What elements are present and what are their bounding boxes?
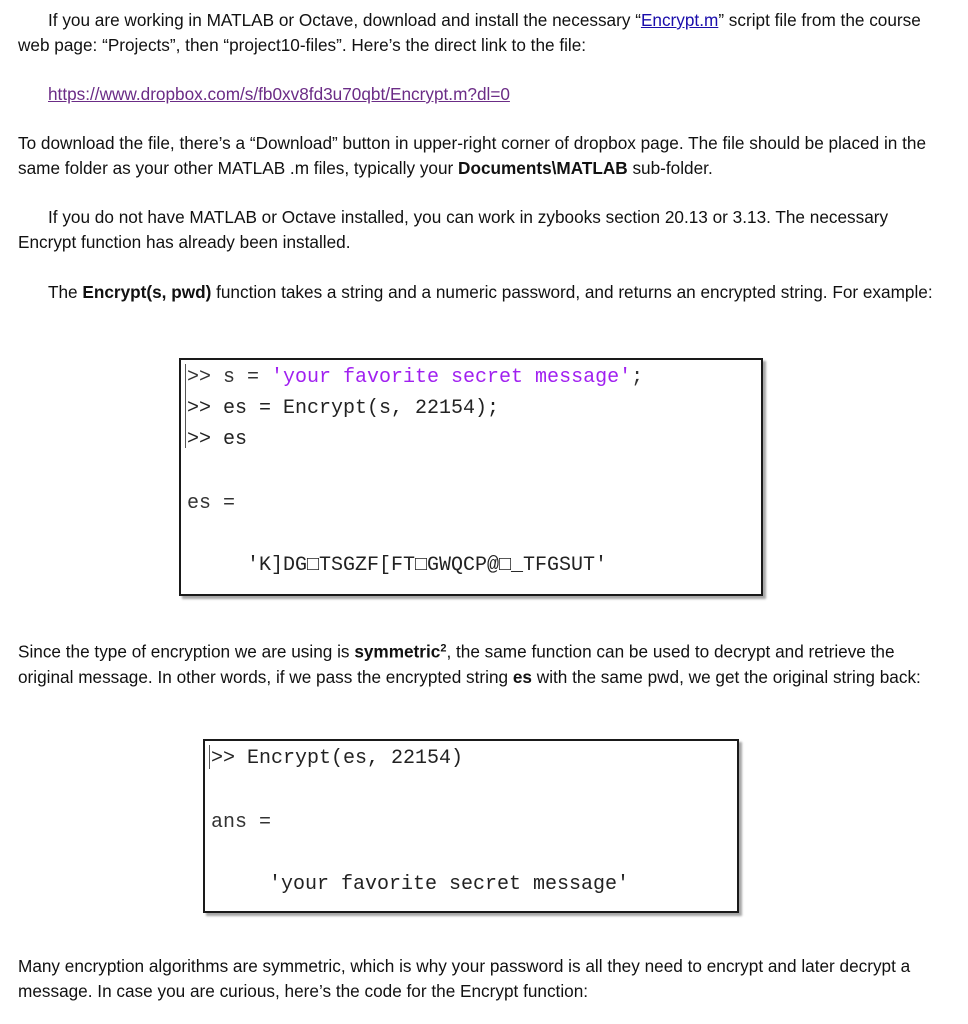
code-line-decrypt-call: >> Encrypt(es, 22154)	[211, 747, 464, 770]
symmetric-word: symmetric	[354, 641, 441, 662]
code-encrypted-output: 'K]DG□TSGZF[FT□GWQCP@□_TFGSUT'	[247, 554, 608, 577]
encrypt-m-link[interactable]: Encrypt.m	[640, 10, 719, 30]
footnote-marker: 2	[440, 642, 447, 654]
code-line-show-es: >> es	[187, 428, 248, 451]
download-text-1: To download the file, there’s a “Download” button in upper-right corner of dropbox page. The file should be placed in the same folder as your other MATLAB .m files, typically your	[18, 133, 927, 178]
intro-text-1: If you are working in MATLAB or Octave, download and install the necessary “	[48, 10, 641, 30]
encrypt-example-code-box	[179, 358, 763, 596]
code-output-label-ans: ans =	[211, 811, 272, 834]
decrypt-example-code-box	[203, 739, 739, 913]
symmetric-text-2: , the same function can be used to decrypt and retrieve the original message. In other words, if we pass the encrypted string	[18, 641, 895, 687]
function-desc-text-1: The	[48, 282, 83, 302]
encrypt-signature: Encrypt(s, pwd)	[82, 282, 212, 302]
prompt-margin-line	[185, 364, 186, 448]
prompt-margin-line-2	[209, 745, 210, 769]
code-prompt-s: >> s =	[187, 366, 272, 389]
es-variable: es	[512, 666, 532, 687]
zybooks-paragraph: If you do not have MATLAB or Octave installed, you can work in zybooks section 20.13 or 3.13. The necessary Encrypt function has already been installed.	[18, 207, 889, 252]
download-text-2: sub-folder.	[627, 158, 713, 178]
function-desc-text-2: function takes a string and a numeric password, and returns an encrypted string. For example:	[211, 282, 933, 302]
code-semicolon: ;	[631, 366, 644, 389]
dropbox-url-link[interactable]: https://www.dropbox.com/s/fb0xv8fd3u70qbt/Encrypt.m?dl=0	[48, 84, 510, 104]
code-output-label-es: es =	[187, 492, 236, 515]
code-decrypted-output: 'your favorite secret message'	[269, 873, 630, 896]
function-description-paragraph	[18, 280, 938, 305]
code-string-literal: 'your favorite secret message'	[271, 366, 632, 389]
intro-text-2: ” script file from the course web page: “Projects”, then “project10-files”. Here’s the direct link to the file:	[18, 10, 921, 55]
symmetric-text-1: Since the type of encryption we are using is	[18, 641, 355, 662]
symmetric-paragraph	[18, 636, 938, 690]
symmetric-text-3: with the same pwd, we get the original string back:	[532, 666, 921, 687]
intro-paragraph	[18, 8, 938, 58]
closing-paragraph: Many encryption algorithms are symmetric, which is why your password is all they need to encrypt and later decrypt a message. In case you are curious, here’s the code for the Encrypt function:	[18, 956, 911, 1001]
download-paragraph	[18, 131, 938, 181]
code-line-assign-s	[187, 366, 643, 390]
code-line-encrypt-call: >> es = Encrypt(s, 22154);	[187, 397, 500, 420]
documents-matlab-path: Documents\MATLAB	[458, 158, 628, 178]
